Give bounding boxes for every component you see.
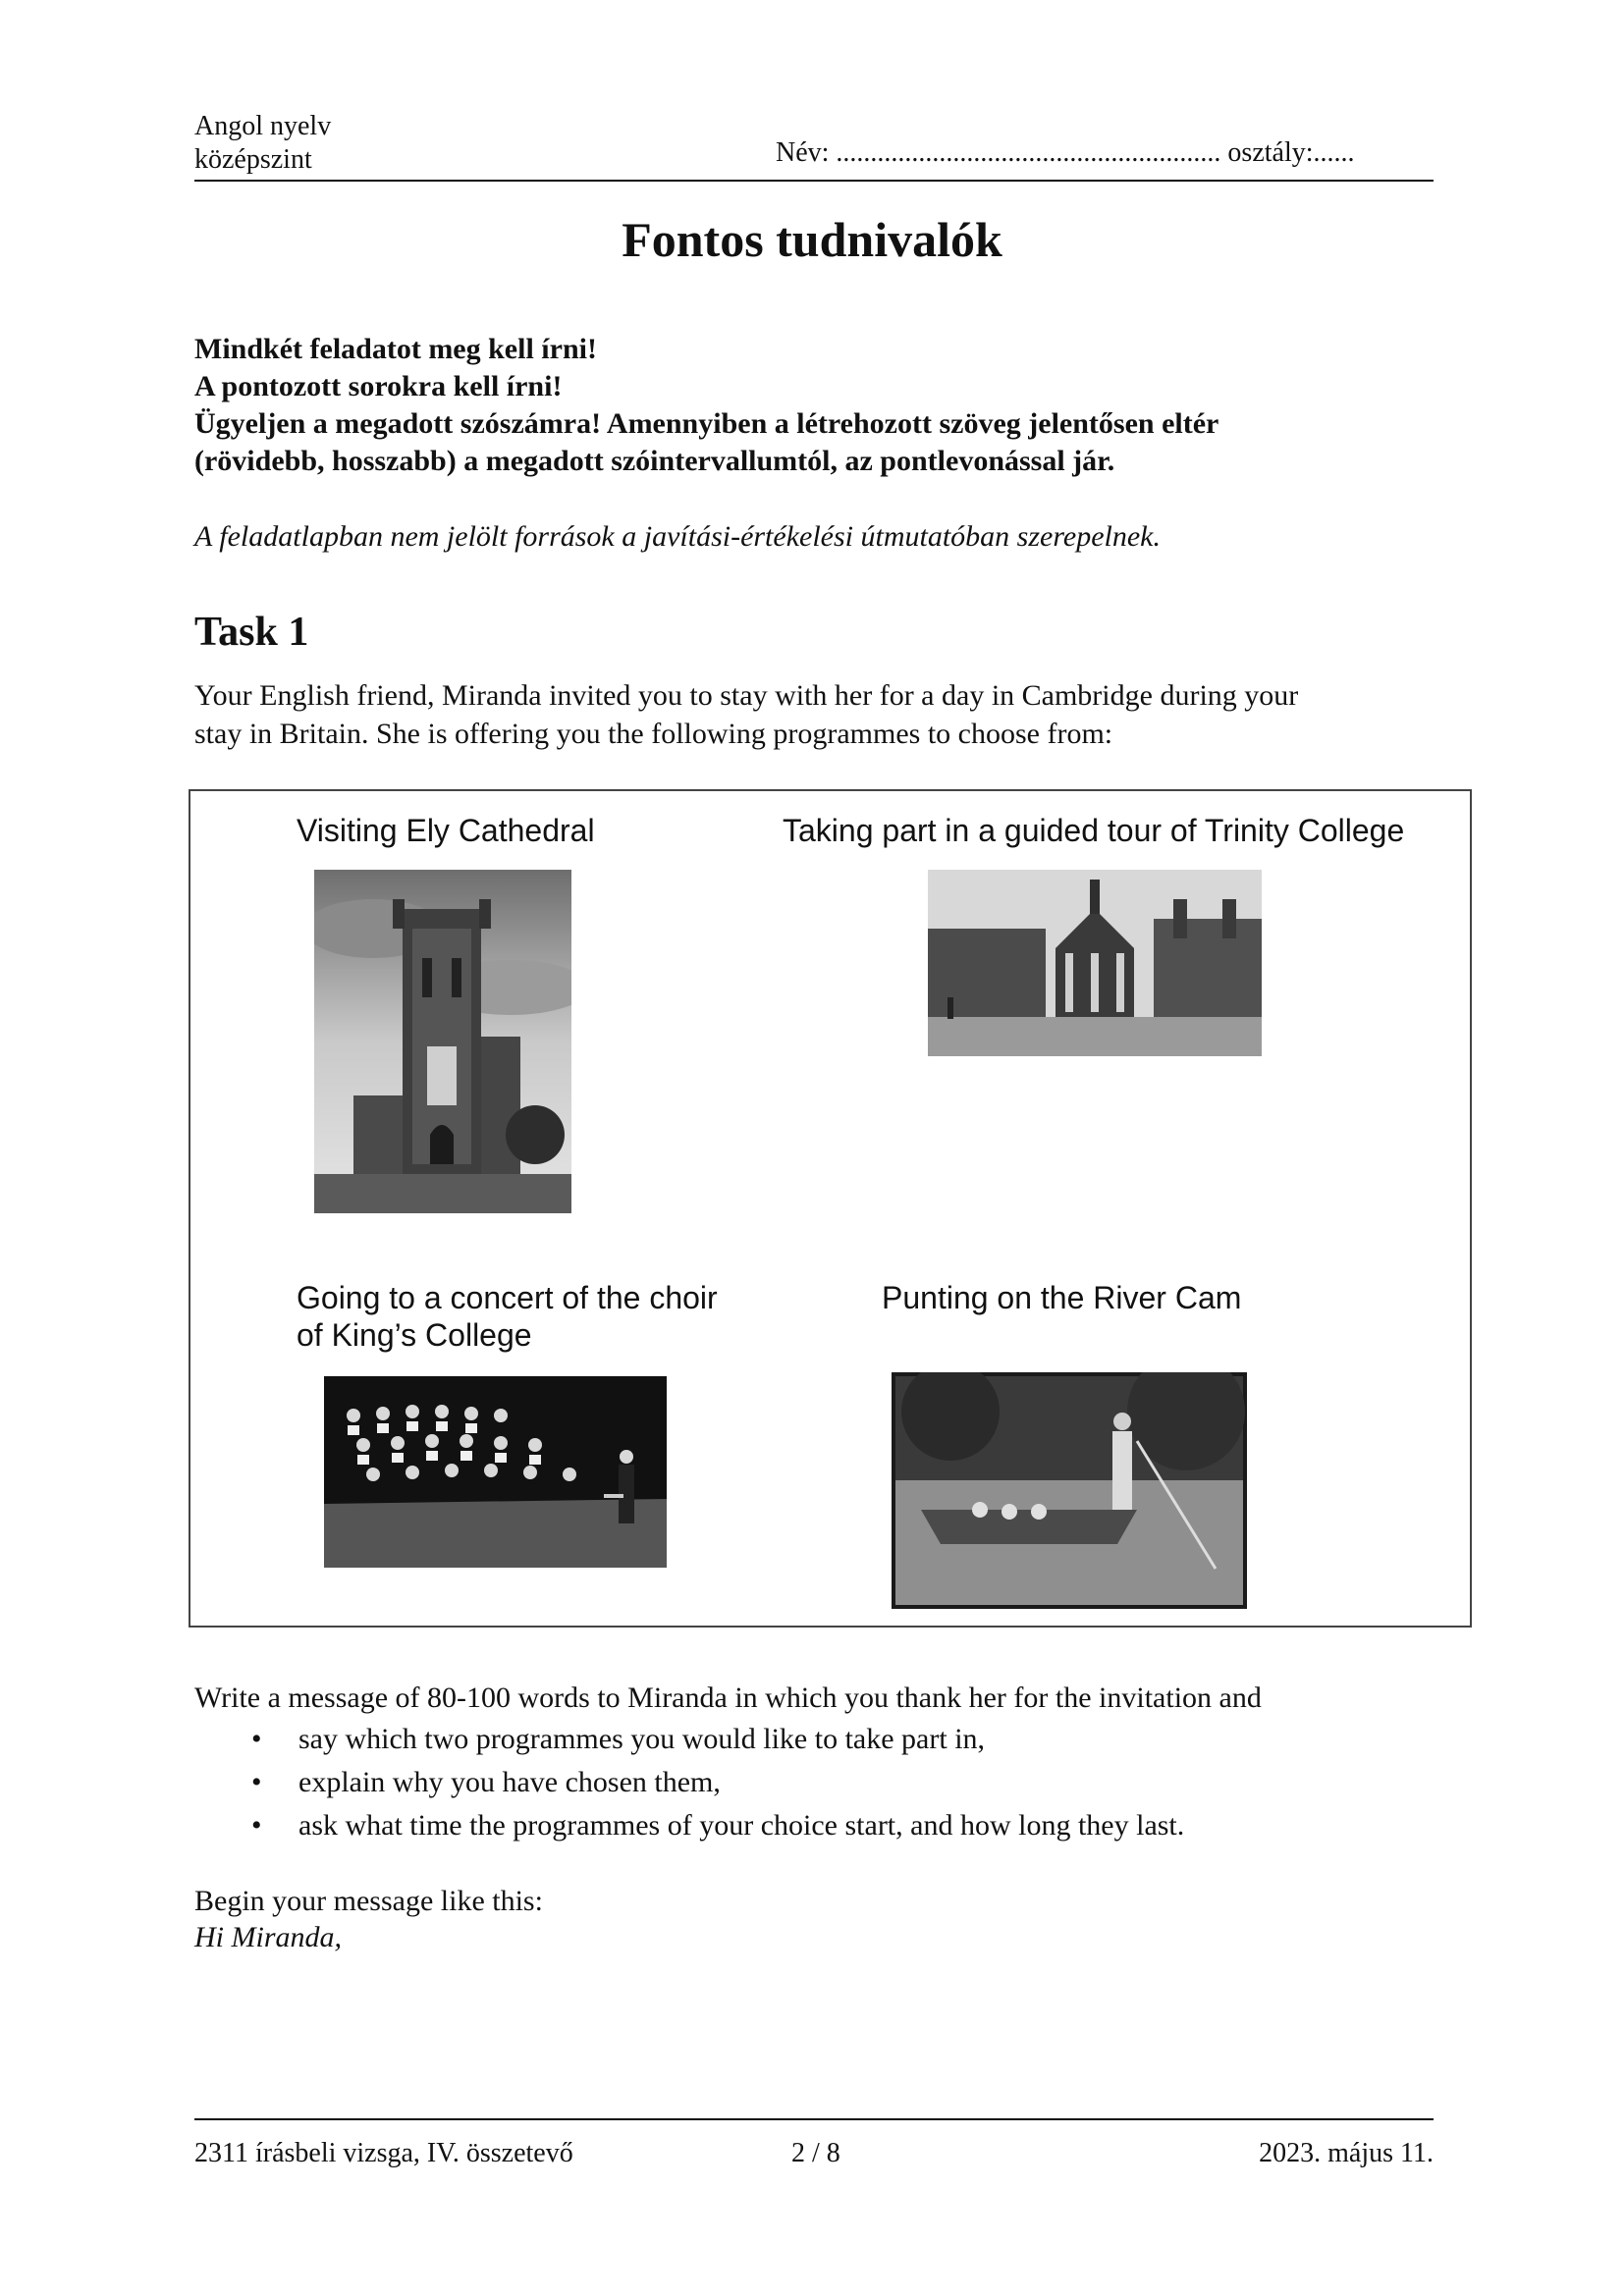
page-title: Fontos tudnivalók (622, 212, 1002, 267)
list-item: • explain why you have chosen them, (194, 1761, 1184, 1804)
cathedral-photo (314, 870, 571, 1213)
begin-example: Hi Miranda, (194, 1921, 342, 1953)
level-label: középszint (194, 144, 312, 175)
programme-caption: of King’s College (297, 1317, 532, 1353)
programme-caption: Visiting Ely Cathedral (297, 813, 595, 848)
college-photo (928, 870, 1262, 1056)
message-prompt: Write a message of 80-100 words to Miranda in which you thank her for the invitation and (194, 1682, 1262, 1714)
programme-caption: Going to a concert of the choir (297, 1280, 718, 1315)
instruction-line: (rövidebb, hosszabb) a megadott szóintervallumtól, az pontlevonással jár. (194, 445, 1115, 477)
task-intro-line: Your English friend, Miranda invited you to stay with her for a day in Cambridge during your (194, 679, 1299, 712)
sources-note: A feladatlapban nem jelölt források a javítási-értékelési útmutatóban szerepelnek. (194, 520, 1161, 553)
punting-photo (892, 1372, 1247, 1609)
footer-exam-id: 2311 írásbeli vizsga, IV. összetevő (194, 2138, 573, 2168)
begin-label: Begin your message like this: (194, 1885, 543, 1917)
footer-rule (194, 2118, 1434, 2120)
programme-caption: Taking part in a guided tour of Trinity College (783, 813, 1405, 848)
footer-date: 2023. május 11. (1259, 2138, 1434, 2168)
instruction-line: A pontozott sorokra kell írni! (194, 370, 563, 402)
task-intro-line: stay in Britain. She is offering you the following programmes to choose from: (194, 718, 1113, 750)
subject-label: Angol nyelv (194, 111, 332, 141)
list-item: • ask what time the programmes of your choice start, and how long they last. (194, 1804, 1184, 1847)
programme-caption: Punting on the River Cam (882, 1280, 1242, 1315)
footer-page-number: 2 / 8 (791, 2138, 840, 2168)
name-class-field: Név: ........................................................ osztály:...... (776, 137, 1355, 168)
list-item: • say which two programmes you would like to take part in, (194, 1718, 1184, 1761)
requirements-list (194, 1718, 1184, 1847)
instruction-line: Mindkét feladatot meg kell írni! (194, 333, 597, 365)
choir-photo (324, 1376, 667, 1568)
instruction-line: Ügyeljen a megadott szószámra! Amennyiben a létrehozott szöveg jelentősen eltér (194, 407, 1219, 440)
task-heading: Task 1 (194, 610, 309, 655)
header-rule (194, 180, 1434, 182)
